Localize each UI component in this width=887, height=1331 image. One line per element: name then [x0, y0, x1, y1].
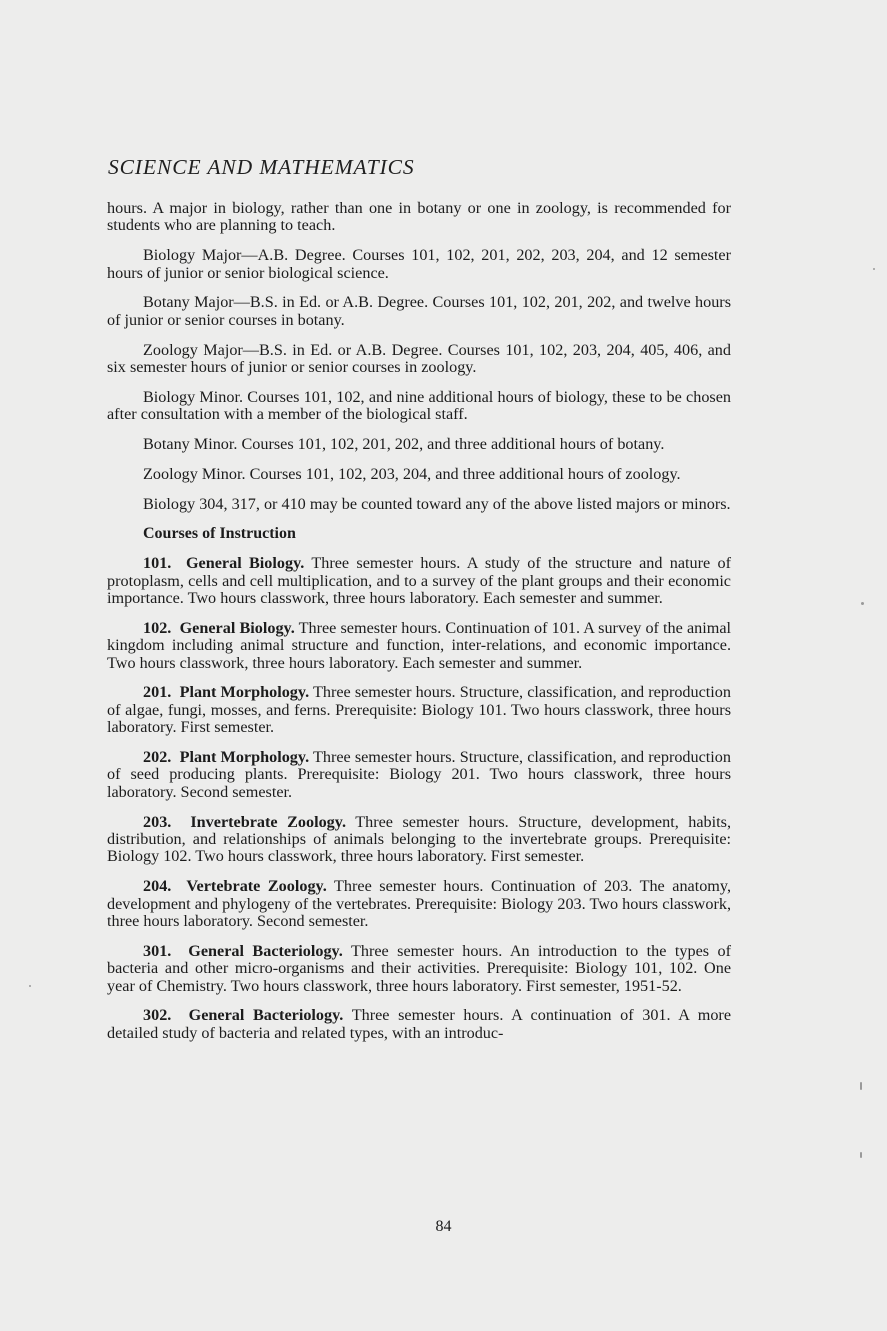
course-description: Three semester hours. Continuation of 101. A survey of the animal kingdom including animal structure and function, inter-relations, and economic importance. Two hours classwork, three hours laboratory. Each semester and summer.	[107, 618, 732, 672]
course-title: General Bacteriology.	[188, 1006, 344, 1025]
course-entry-201	[107, 684, 731, 736]
course-entry-204	[107, 878, 731, 930]
scan-speck	[860, 1082, 862, 1090]
course-description: Three semester hours. Continuation of 203. The anatomy, development and phylogeny of the vertebrates. Prerequisite: Biology 203. Two hours classwork, three hours laboratory. Second semester.	[107, 877, 731, 931]
course-number: 203.	[143, 812, 172, 831]
paragraph-biology-major: Biology Major—A.B. Degree. Courses 101, 102, 201, 202, 203, 204, and 12 semester hours of junior or senior biological science.	[107, 246, 731, 282]
course-number: 202.	[143, 748, 172, 767]
course-description: Three semester hours. A continuation of 301. A more detailed study of bacteria and related types, with an introduc-	[107, 1006, 732, 1042]
course-description: Three semester hours. An introduction to the types of bacteria and other micro-organisms and their activities. Prerequisite: Biology 101, 102. One year of Chemistry. Two hours classwork, three hours laboratory. First semester, 1951-52.	[107, 941, 732, 995]
paragraph-zoology-major: Zoology Major—B.S. in Ed. or A.B. Degree. Courses 101, 102, 203, 204, 405, 406, and six semester hours of junior or senior courses in zoology.	[107, 340, 731, 377]
course-entry-202	[107, 749, 731, 801]
paragraph-botany-minor: Botany Minor. Courses 101, 102, 201, 202, and three additional hours of botany.	[143, 435, 665, 454]
paragraph-counted-courses: Biology 304, 317, or 410 may be counted toward any of the above listed majors or minors.	[143, 494, 731, 513]
scan-speck	[860, 1152, 862, 1158]
course-title: Vertebrate Zoology.	[186, 877, 327, 896]
course-title: General Biology.	[185, 554, 305, 573]
course-title: Plant Morphology.	[179, 683, 310, 702]
paragraph-biology-minor: Biology Minor. Courses 101, 102, and nine additional hours of biology, these to be chosen after consultation with a member of the biological staff.	[107, 387, 731, 424]
course-description: Three semester hours. Structure, classification, and reproduction of seed producing plants. Prerequisite: Biology 201. Two hours classwork, three hours laboratory. Second semester.	[107, 748, 731, 801]
page-body	[107, 200, 731, 1055]
course-number: 101.	[143, 554, 172, 573]
course-entry-101	[107, 555, 731, 607]
section-heading: Courses of Instruction	[143, 525, 296, 543]
scan-speck	[873, 268, 875, 270]
course-description: Three semester hours. Structure, classification, and reproduction of algae, fungi, mosses, and ferns. Prerequisite: Biology 101. Two hours classwork, three hours laboratory. First semester.	[107, 683, 731, 737]
course-number: 201.	[143, 683, 172, 702]
course-description: Three semester hours. Structure, development, habits, distribution, and relationships of animals belonging to the invertebrate groups. Prerequisite: Biology 102. Two hours classwork, three hours laboratory. First semester.	[107, 812, 731, 866]
course-entry-302	[107, 1007, 731, 1042]
scan-speck	[861, 602, 864, 605]
scan-speck	[29, 985, 31, 987]
page-number: 84	[435, 1218, 452, 1235]
course-list	[107, 555, 731, 1042]
course-number: 302.	[143, 1006, 172, 1025]
course-entry-301	[107, 943, 731, 995]
course-title: Plant Morphology.	[179, 748, 310, 767]
paragraph-continued: hours. A major in biology, rather than one in botany or one in zoology, is recommended for students who are planning to teach.	[107, 199, 731, 235]
course-description: Three semester hours. A study of the structure and nature of protoplasm, cells and cell multiplication, and to a survey of the plant groups and their economic importance. Two hours classwork, three hours laboratory. Each semester and summer.	[107, 554, 731, 608]
running-head: SCIENCE AND MATHEMATICS	[108, 155, 415, 179]
course-number: 301.	[143, 941, 172, 960]
course-title: General Biology.	[179, 618, 295, 637]
course-entry-102	[107, 620, 731, 672]
course-title: General Bacteriology.	[188, 941, 343, 960]
course-title: Invertebrate Zoology.	[190, 812, 347, 831]
course-number: 102.	[143, 618, 172, 637]
paragraph-botany-major: Botany Major—B.S. in Ed. or A.B. Degree. Courses 101, 102, 201, 202, and twelve hours of junior or senior courses in botany.	[107, 293, 731, 329]
paragraph-zoology-minor: Zoology Minor. Courses 101, 102, 203, 204, and three additional hours of zoology.	[143, 464, 681, 483]
course-entry-203	[107, 814, 731, 866]
course-number: 204.	[143, 877, 172, 896]
